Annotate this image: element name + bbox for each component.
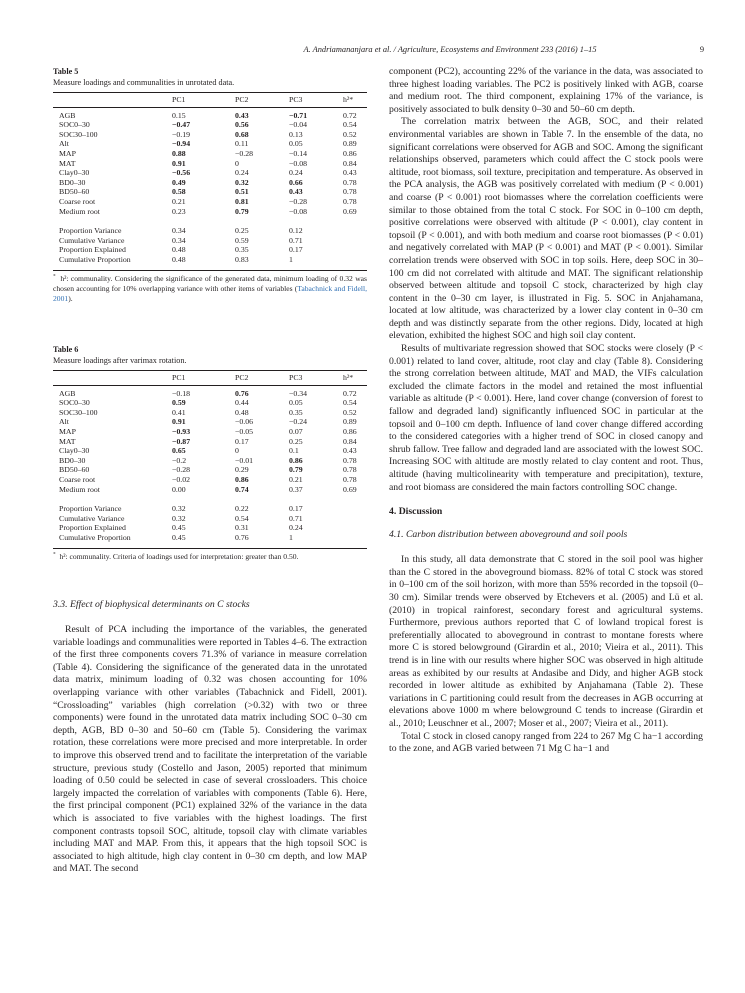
table6-cell: 0.32 <box>172 504 186 514</box>
table6-row-label: Clay0–30 <box>59 446 90 456</box>
table5-cell: −0.08 <box>289 206 308 216</box>
paragraph: Result of PCA including the importance of the variables, the generated variable loadings and communalities were reported in Tables 4–6. The extraction of the first three components covers 71.3% of variance in measure correlation (Table 4). Considering the significance of the generated data in the unrotated data matrix, minimum loading of 0.32 was chosen accounting for 10% overlapping variance with other variables (Tabachnick and Fidell, 2001). “Crossloading” variables (high correlation (>0.32) with two or three components) were found in the unrotated data matrix including SOC 0–30 cm depth, AGB, BD 0–30 and 50–60 cm (Table 5). Considering the varimax rotation, these correlations were more precised and more interpretable. In order to improve this observed trend and to facilitate the interpretation of the variable structure, previous study (Costello and Jason, 2005) reported that minimum loading of 0.50 could be selected in case of several crossloaders. This choice largely impacted the correlation of variables with components (Table 6). Here, the first principal component (PC1) explained 32% of the variance in the data which is associated to five variables with the highest loadings. The first component contrasts topsoil SOC, altitude, topsoil clay with climate variables including MAT and MAP. From this, it appears that the high topsoil SOC is associated to high altitude, high clay content in 0–30 cm depth, and low MAP and MAT. The second <box>53 624 367 875</box>
table6-cell: 0.17 <box>235 436 249 446</box>
paragraph: Results of multivariate regression showed that SOC stocks were closely (P < 0.001) related to land cover, altitude, root clay and clay (Table 8). Considering the strong correlation between altitude, MAT and MAD, the VIFs calculation excluded the climate factors in the model and retained the most influential variable as altitude (P < 0.001). Here, land cover change (conversion of forest to fallow and degraded land) significantly influenced SOC in particular at the topsoil and 0–100 cm depth. Influence of land cover change differed according to the considered categories with a higher trend of SOC in closed canopy and shrub fallow. Tree fallow and degraded land are associated with the lowest SOC. Increasing SOC with altitude are mostly related to clay content and root. Thus, altitude (having multicolinearity with temperature and precipitation), texture, and root biomass are considered the main factors controlling SOC change. <box>389 343 703 493</box>
table6-row <box>53 408 367 418</box>
table5-row <box>53 197 367 207</box>
table5-cell: 0.34 <box>172 226 186 236</box>
running-header: A. Andriamananjara et al. / Agriculture, Ecosystems and Environment 233 (2016) 1–15 <box>303 45 597 54</box>
table5-row <box>53 187 367 197</box>
table6-cell: 1 <box>289 532 293 542</box>
table5-col-header: PC2 <box>235 95 249 104</box>
table6-body <box>53 385 367 542</box>
table6-cell <box>343 514 367 524</box>
table5-row <box>53 149 367 159</box>
table5-cell: 1 <box>289 254 293 264</box>
table6-row-label: Proportion Explained <box>59 523 126 533</box>
paragraph: The correlation matrix between the AGB, SOC, and their related environmental variables are shown in Table 7. In the ensemble of the data, no significant correlations were observed for AGB and SOC. Among the significant relationships observed, parameters which could affect the C stock pools were altitude, root biomass, soil texture, precipitation and temperature. As observed in the PCA analysis, the AGB was positively correlated with medium (P < 0.001) and coarse (P < 0.001) root biomasses where the correlation coefficients were similar to those obtained from the total C stock. For SOC in 0–100 cm depth, positive correlations were observed with altitude (P < 0.001), clay content in topsoil (P < 0.001), and with both medium and coarse root biomasses (P < 0.01) and negatively correlated with MAP (P < 0.001) and MAT (P < 0.001). Similar correlation trends were observed with SOC in top soils. Here, deep SOC in 30–100 cm did not correlated with altitude and MAT. The significant relationship observed between altitude and topsoil C stock, characterized by high clay content in the 0–30 cm layer, is illustrated in Fig. 5. SOC in Anjahamana, located at low altitude, was characterized by a lower clay content in 0–30 cm depth and was distinctly separate from the other regions. Didy, located at high elevation, exhibited the highest SOC and high soil clay content. <box>389 116 703 342</box>
table5-cell: 0.43 <box>343 168 357 178</box>
table5-footnote: * h²: communality. Considering the significance of the generated data, minimum loading of 0.32 was chosen accounting for 10% overlapping variance with other items of variables (Tabachnick and Fidell, 2001). <box>53 272 368 303</box>
table5-cell: −0.19 <box>172 129 191 139</box>
table5-cell: 0.13 <box>289 129 303 139</box>
table5-block <box>53 66 367 304</box>
table5-cell: −0.94 <box>172 139 191 149</box>
table6-row-label: Proportion Variance <box>59 504 122 514</box>
table6-cell: −0.87 <box>172 436 191 446</box>
table6-cell: −0.28 <box>172 465 191 475</box>
table5-cell: 0.86 <box>343 148 357 158</box>
table6-col-header <box>53 371 172 386</box>
table6-cell: 0.54 <box>235 513 249 523</box>
table6-row <box>53 533 367 543</box>
table6-cell: −0.01 <box>235 455 254 465</box>
table5-cell: 0.43 <box>235 110 249 120</box>
table5-cell: 0.83 <box>235 254 249 264</box>
table5-cell: 0.43 <box>289 187 303 197</box>
table5-row-label: Clay0–30 <box>59 168 90 178</box>
table6-row <box>53 427 367 437</box>
table6-cell: 0.48 <box>235 407 249 417</box>
table6-cell: 0.74 <box>235 484 249 494</box>
table5-cell: 0.51 <box>235 187 249 197</box>
table5-cell: 0.54 <box>343 120 357 130</box>
table6-cell: 0.45 <box>172 523 186 533</box>
table6-cell: 0.37 <box>289 484 303 494</box>
table5-cell: −0.47 <box>172 120 191 130</box>
table5-row <box>53 255 367 265</box>
table5-cell: 0.34 <box>172 235 186 245</box>
table5-cell: 0.68 <box>235 129 249 139</box>
table5-cell: 0.52 <box>343 129 357 139</box>
table6-cell: 0.21 <box>289 474 303 484</box>
table6-cell: 0.17 <box>289 504 303 514</box>
table5-row <box>53 207 367 217</box>
table6-row <box>53 494 367 514</box>
table6-cell: 0.32 <box>172 513 186 523</box>
table6-cell: −0.93 <box>172 426 191 436</box>
table6-cell: 0.07 <box>289 426 303 436</box>
table5-cell: 0 <box>235 158 239 168</box>
table6-caption: Measure loadings after varimax rotation. <box>53 356 187 365</box>
table5-row-label: SOC0–30 <box>59 120 90 130</box>
table6-cell <box>343 523 367 533</box>
table6-cell: 0.05 <box>289 398 303 408</box>
table5-cell: −0.14 <box>289 148 308 158</box>
table5-cell: 0.17 <box>289 245 303 255</box>
table5-cell: 0.11 <box>235 139 249 149</box>
table6-cell: 0.86 <box>343 426 357 436</box>
table5-cell: 0.24 <box>289 168 303 178</box>
table5-body <box>53 107 367 264</box>
table5-cell: 0.89 <box>343 139 357 149</box>
table5-cell <box>343 245 367 255</box>
table5-cell: 0.48 <box>172 254 186 264</box>
table5-row <box>53 107 367 120</box>
table6-row <box>53 485 367 495</box>
table5-row-label: AGB <box>59 110 76 120</box>
table6-cell: 0.31 <box>235 523 249 533</box>
table5-cell <box>343 216 367 236</box>
table6-block <box>53 344 367 562</box>
table6-row <box>53 465 367 475</box>
table6-label: Table 6 <box>53 345 79 354</box>
table6-cell: 0.86 <box>235 474 249 484</box>
table6-col-header: PC1 <box>172 373 186 382</box>
table6-footnote: * h²: communality. Criteria of loadings used for interpretation: greater than 0.50. <box>53 550 299 561</box>
table5-cell: 0.21 <box>172 196 186 206</box>
table6-cell: −0.24 <box>289 417 308 427</box>
table5-row-label: Cumulative Variance <box>59 235 125 245</box>
table6-col-header: PC2 <box>235 373 249 382</box>
table5-cell <box>343 255 367 265</box>
table5-row <box>53 168 367 178</box>
section-4-1-body <box>389 554 703 756</box>
table6-cell: 0.86 <box>289 455 303 465</box>
table5-row-label: Medium root <box>59 206 100 216</box>
table5-row <box>53 130 367 140</box>
table6-cell: 0.91 <box>172 417 186 427</box>
table6-cell: −0.2 <box>172 455 187 465</box>
table5-cell: 0.12 <box>289 226 303 236</box>
right-column <box>389 66 703 756</box>
table5-label: Table 5 <box>53 67 79 76</box>
table6-col-header: h²* <box>343 373 354 382</box>
table6-row <box>53 523 367 533</box>
table5-row-label: Proportion Variance <box>59 226 122 236</box>
table5-cell: 0.88 <box>172 148 186 158</box>
table5-cell: −0.04 <box>289 120 308 130</box>
table5-cell: 0.15 <box>172 110 186 120</box>
paragraph: In this study, all data demonstrate that C stored in the soil pool was higher than the C stored in the aboveground biomass. 82% of total C stock was stored in 0–100 cm of the soil horizon, with more than 55% recorded in the topsoil (0–30 cm). Similar trends were observed by Etchevers et al. (2005) and Lü et al. (2010) in tropical rainforest, secondary forest and agricultural systems. Furthermore, previous authors reported that C of lowland tropical forest is preferentially allocated to aboveground in contrast to montane forests where more C is stored belowground (Girardin et al., 2010; Vieira et al., 2011). This trend is in line with our results where higher SOC was observed in high altitude areas as exhibited by our results at Andasibe and Didy, and higher AGB stock recorded in lower altitude as exhibited by Anjahamana (Table 2). These variations in C partitioning could result from the decreases in AGB occurring at elevations above 1000 m where belowground C tends to increase (Girardin et al., 2010; Leuschner et al., 2007; Moser et al., 2007; Vieira et al., 2011). <box>389 554 703 729</box>
table5-row-label: BD0–30 <box>59 177 86 187</box>
table6-cell: −0.06 <box>235 417 254 427</box>
table6-row <box>53 456 367 466</box>
table5-cell: −0.08 <box>289 158 308 168</box>
right-column-body <box>389 66 703 494</box>
table5-cell: 0.81 <box>235 196 249 206</box>
table5-row <box>53 245 367 255</box>
table5-row-label: Alt <box>59 139 69 149</box>
page-number: 9 <box>699 45 704 54</box>
table5-cell: 0.78 <box>343 177 357 187</box>
table6-cell <box>343 494 367 514</box>
table6-cell: −0.02 <box>172 474 191 484</box>
table5-cell: 0.23 <box>172 206 186 216</box>
table5-cell: 0.56 <box>235 120 249 130</box>
table6-cell: 0.24 <box>289 523 303 533</box>
table6-cell: 0.69 <box>343 484 357 494</box>
table5-row-label: BD50–60 <box>59 187 90 197</box>
table6-cell: 0.59 <box>172 398 186 408</box>
table5-cell: 0.49 <box>172 177 186 187</box>
table5-cell: 0.72 <box>343 110 357 120</box>
table6-cell: 0.71 <box>289 513 303 523</box>
table6-cell: 0.84 <box>343 436 357 446</box>
table6-row-label: Alt <box>59 417 69 427</box>
table5-cell <box>343 236 367 246</box>
table6-row-label: Medium root <box>59 484 100 494</box>
table5-col-header <box>53 93 172 108</box>
table5 <box>53 92 367 265</box>
table5-cell: 0.78 <box>343 187 357 197</box>
table6-cell: 0 <box>235 446 239 456</box>
table5-row-label: MAP <box>59 148 76 158</box>
table6-row-label: SOC30–100 <box>59 407 98 417</box>
table6-cell: −0.34 <box>289 388 308 398</box>
table5-row <box>53 139 367 149</box>
table6-row-label: Cumulative Proportion <box>59 532 131 542</box>
table6-cell: 0.76 <box>235 532 249 542</box>
table5-row-label: Proportion Explained <box>59 245 126 255</box>
table5-caption: Measure loadings and communalities in unrotated data. <box>53 78 235 87</box>
table5-cell: 0.48 <box>172 245 186 255</box>
table6-row-label: MAP <box>59 426 76 436</box>
table6 <box>53 370 367 543</box>
table5-cell: 0.25 <box>235 226 249 236</box>
table6-row <box>53 417 367 427</box>
table5-cell: 0.78 <box>343 196 357 206</box>
table6-cell: 0.76 <box>235 388 249 398</box>
table6-cell: 0.29 <box>235 465 249 475</box>
table6-cell: 0.1 <box>289 446 299 456</box>
table5-cell: 0.69 <box>343 206 357 216</box>
section-4-1-heading: 4.1. Carbon distribution between aboveground and soil pools <box>389 529 628 541</box>
table5-cell: 0.71 <box>289 235 303 245</box>
table6-cell: 0.22 <box>235 504 249 514</box>
table6-row <box>53 437 367 447</box>
table6-row-label: BD0–30 <box>59 455 86 465</box>
table6-row <box>53 385 367 398</box>
table6-cell: 0.35 <box>289 407 303 417</box>
table6-cell: 0.41 <box>172 407 186 417</box>
paragraph: Total C stock in closed canopy ranged from 224 to 267 Mg C ha−1 according to the zone, and AGB varied between 71 Mg C ha−1 and <box>389 730 703 755</box>
table6-row-label: Cumulative Variance <box>59 513 125 523</box>
table6-cell: 0.78 <box>343 474 357 484</box>
section-3-3-body <box>53 624 367 876</box>
citation-link[interactable]: Tabachnick and Fidell, 2001 <box>53 283 367 303</box>
table6-row <box>53 446 367 456</box>
table5-row <box>53 120 367 130</box>
table5-col-header: PC1 <box>172 95 186 104</box>
table6-row-label: SOC0–30 <box>59 398 90 408</box>
table5-cell: 0.32 <box>235 177 249 187</box>
table5-cell: 0.35 <box>235 245 249 255</box>
table6-cell: 0.72 <box>343 388 357 398</box>
table6-cell: 0.78 <box>343 465 357 475</box>
table6-row <box>53 514 367 524</box>
table5-cell: −0.28 <box>289 196 308 206</box>
paragraph: component (PC2), accounting 22% of the variance in the data, was associated to three highest loading variables. The PC2 is positively linked with AGB, coarse and medium root. The third component, explaining 17% of the variance, is positively associated to bulk density 0–30 and 50–60 cm depth. <box>389 66 703 115</box>
table5-cell: 0.24 <box>235 168 249 178</box>
table6-row-label: AGB <box>59 388 76 398</box>
table5-row <box>53 159 367 169</box>
table6-cell: 0.25 <box>289 436 303 446</box>
table6-cell: 0.54 <box>343 398 357 408</box>
table6-row <box>53 475 367 485</box>
table5-cell: 0.66 <box>289 177 303 187</box>
table6-cell: −0.18 <box>172 388 191 398</box>
table6-cell: 0.43 <box>343 446 357 456</box>
table6-cell: 0.45 <box>172 532 186 542</box>
table6-col-header: PC3 <box>289 373 303 382</box>
table5-row-label: Cumulative Proportion <box>59 254 131 264</box>
section-heading: 3.3. Effect of biophysical determinants on C stocks <box>53 599 250 610</box>
table5-row <box>53 178 367 188</box>
table6-cell: 0.00 <box>172 484 186 494</box>
table5-cell: 0.79 <box>235 206 249 216</box>
table5-row-label: Coarse root <box>59 196 96 206</box>
table5-cell: −0.56 <box>172 168 191 178</box>
table6-cell: −0.05 <box>235 426 254 436</box>
table6-row-label: MAT <box>59 436 76 446</box>
table5-col-header: PC3 <box>289 95 303 104</box>
table5-cell: 0.05 <box>289 139 303 149</box>
table5-row <box>53 216 367 236</box>
table6-cell <box>343 533 367 543</box>
table5-cell: −0.28 <box>235 148 254 158</box>
table5-cell: 0.91 <box>172 158 186 168</box>
table6-cell: 0.78 <box>343 455 357 465</box>
table6-cell: 0.89 <box>343 417 357 427</box>
section-4-heading: 4. Discussion <box>389 506 443 518</box>
table5-cell: −0.71 <box>289 110 308 120</box>
table5-row-label: SOC30–100 <box>59 129 98 139</box>
table5-cell: 0.58 <box>172 187 186 197</box>
table6-row-label: Coarse root <box>59 474 96 484</box>
table5-row-label: MAT <box>59 158 76 168</box>
table6-row <box>53 398 367 408</box>
section-3-3 <box>53 599 367 876</box>
table6-cell: 0.52 <box>343 407 357 417</box>
table5-col-header: h²* <box>343 95 354 104</box>
table6-cell: 0.65 <box>172 446 186 456</box>
table6-row-label: BD50–60 <box>59 465 90 475</box>
table6-cell: 0.79 <box>289 465 303 475</box>
table5-cell: 0.84 <box>343 158 357 168</box>
table5-cell: 0.59 <box>235 235 249 245</box>
table5-row <box>53 236 367 246</box>
table6-cell: 0.44 <box>235 398 249 408</box>
